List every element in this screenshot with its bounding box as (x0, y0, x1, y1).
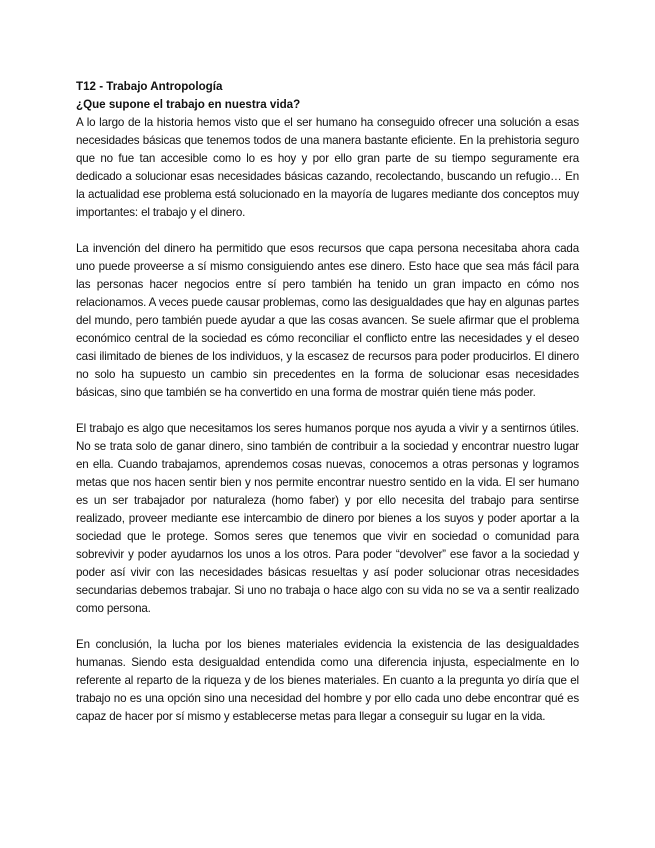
paragraph-4: En conclusión, la lucha por los bienes materiales evidencia la existencia de las desigualdades humanas. Siendo esta desigualdad entendida como una diferencia injusta, especialmente en lo referente al reparto de la riqueza y de los bienes materiales. En cuanto a la pregunta yo diría que el trabajo no es una opción sino una necesidad del hombre y por ello cada uno debe encontrar qué es capaz de hacer por sí mismo y establecerse metas para llegar a conseguir su lugar en la vida. (76, 638, 579, 723)
document-title: T12 - Trabajo Antropología (76, 80, 223, 93)
paragraph-gap (76, 222, 579, 240)
paragraph-2: La invención del dinero ha permitido que esos recursos que capa persona necesitaba ahora cada uno puede proveerse a sí mismo consiguiendo antes ese dinero. Esto hace que sea más fácil para las personas hacer negocios entre sí pero también ha tenido un gran impacto en cómo nos relacionamos. A veces puede causar problemas, como las desigualdades que hay en algunas partes del mundo, pero también puede ayudar a que las cosas avancen. Se suele afirmar que el problema económico central de la sociedad es cómo reconciliar el conflicto entre las necesidades y el deseo casi ilimitado de bienes de los individuos, y la escasez de recursos para poder producirlos. El dinero no solo ha supuesto un cambio sin precedentes en la forma de solucionar esas necesidades básicas, sino que también se ha convertido en una forma de mostrar quién tiene más poder. (76, 242, 579, 399)
paragraph-gap (76, 402, 579, 420)
paragraph-1: A lo largo de la historia hemos visto que el ser humano ha conseguido ofrecer una solución a esas necesidades básicas que tenemos todos de una manera bastante eficiente. En la prehistoria seguro que no fue tan accesible como lo es hoy y por ello gran parte de su tiempo seguramente era dedicado a solucionar esas necesidades básicas cazando, recolectando, buscando un refugio… En la actualidad ese problema está solucionado en la mayoría de lugares mediante dos conceptos muy importantes: el trabajo y el dinero. (76, 116, 579, 219)
paragraph-3: El trabajo es algo que necesitamos los seres humanos porque nos ayuda a vivir y a sentirnos útiles. No se trata solo de ganar dinero, sino también de contribuir a la sociedad y encontrar nuestro lugar en ella. Cuando trabajamos, aprendemos cosas nuevas, conocemos a otras personas y logramos metas que nos hacen sentir bien y nos permite encontrar nuestro sentido en la vida. El ser humano es un ser trabajador por naturaleza (homo faber) y por ello necesita del trabajo para sentirse realizado, proveer mediante ese intercambio de dinero por bienes a los suyos y poder aportar a la sociedad que le protege. Somos seres que tenemos que vivir en sociedad o comunidad para sobrevivir y poder ayudarnos los unos a los otros. Para poder “devolver” ese favor a la sociedad y poder así vivir con las necesidades básicas resueltas y así poder solucionar otras necesidades secundarias debemos trabajar. Si uno no trabaja o hace algo con su vida no se va a sentir realizado como persona. (76, 422, 579, 615)
paragraph-gap (76, 618, 579, 636)
document-subtitle: ¿Que supone el trabajo en nuestra vida? (76, 98, 301, 111)
